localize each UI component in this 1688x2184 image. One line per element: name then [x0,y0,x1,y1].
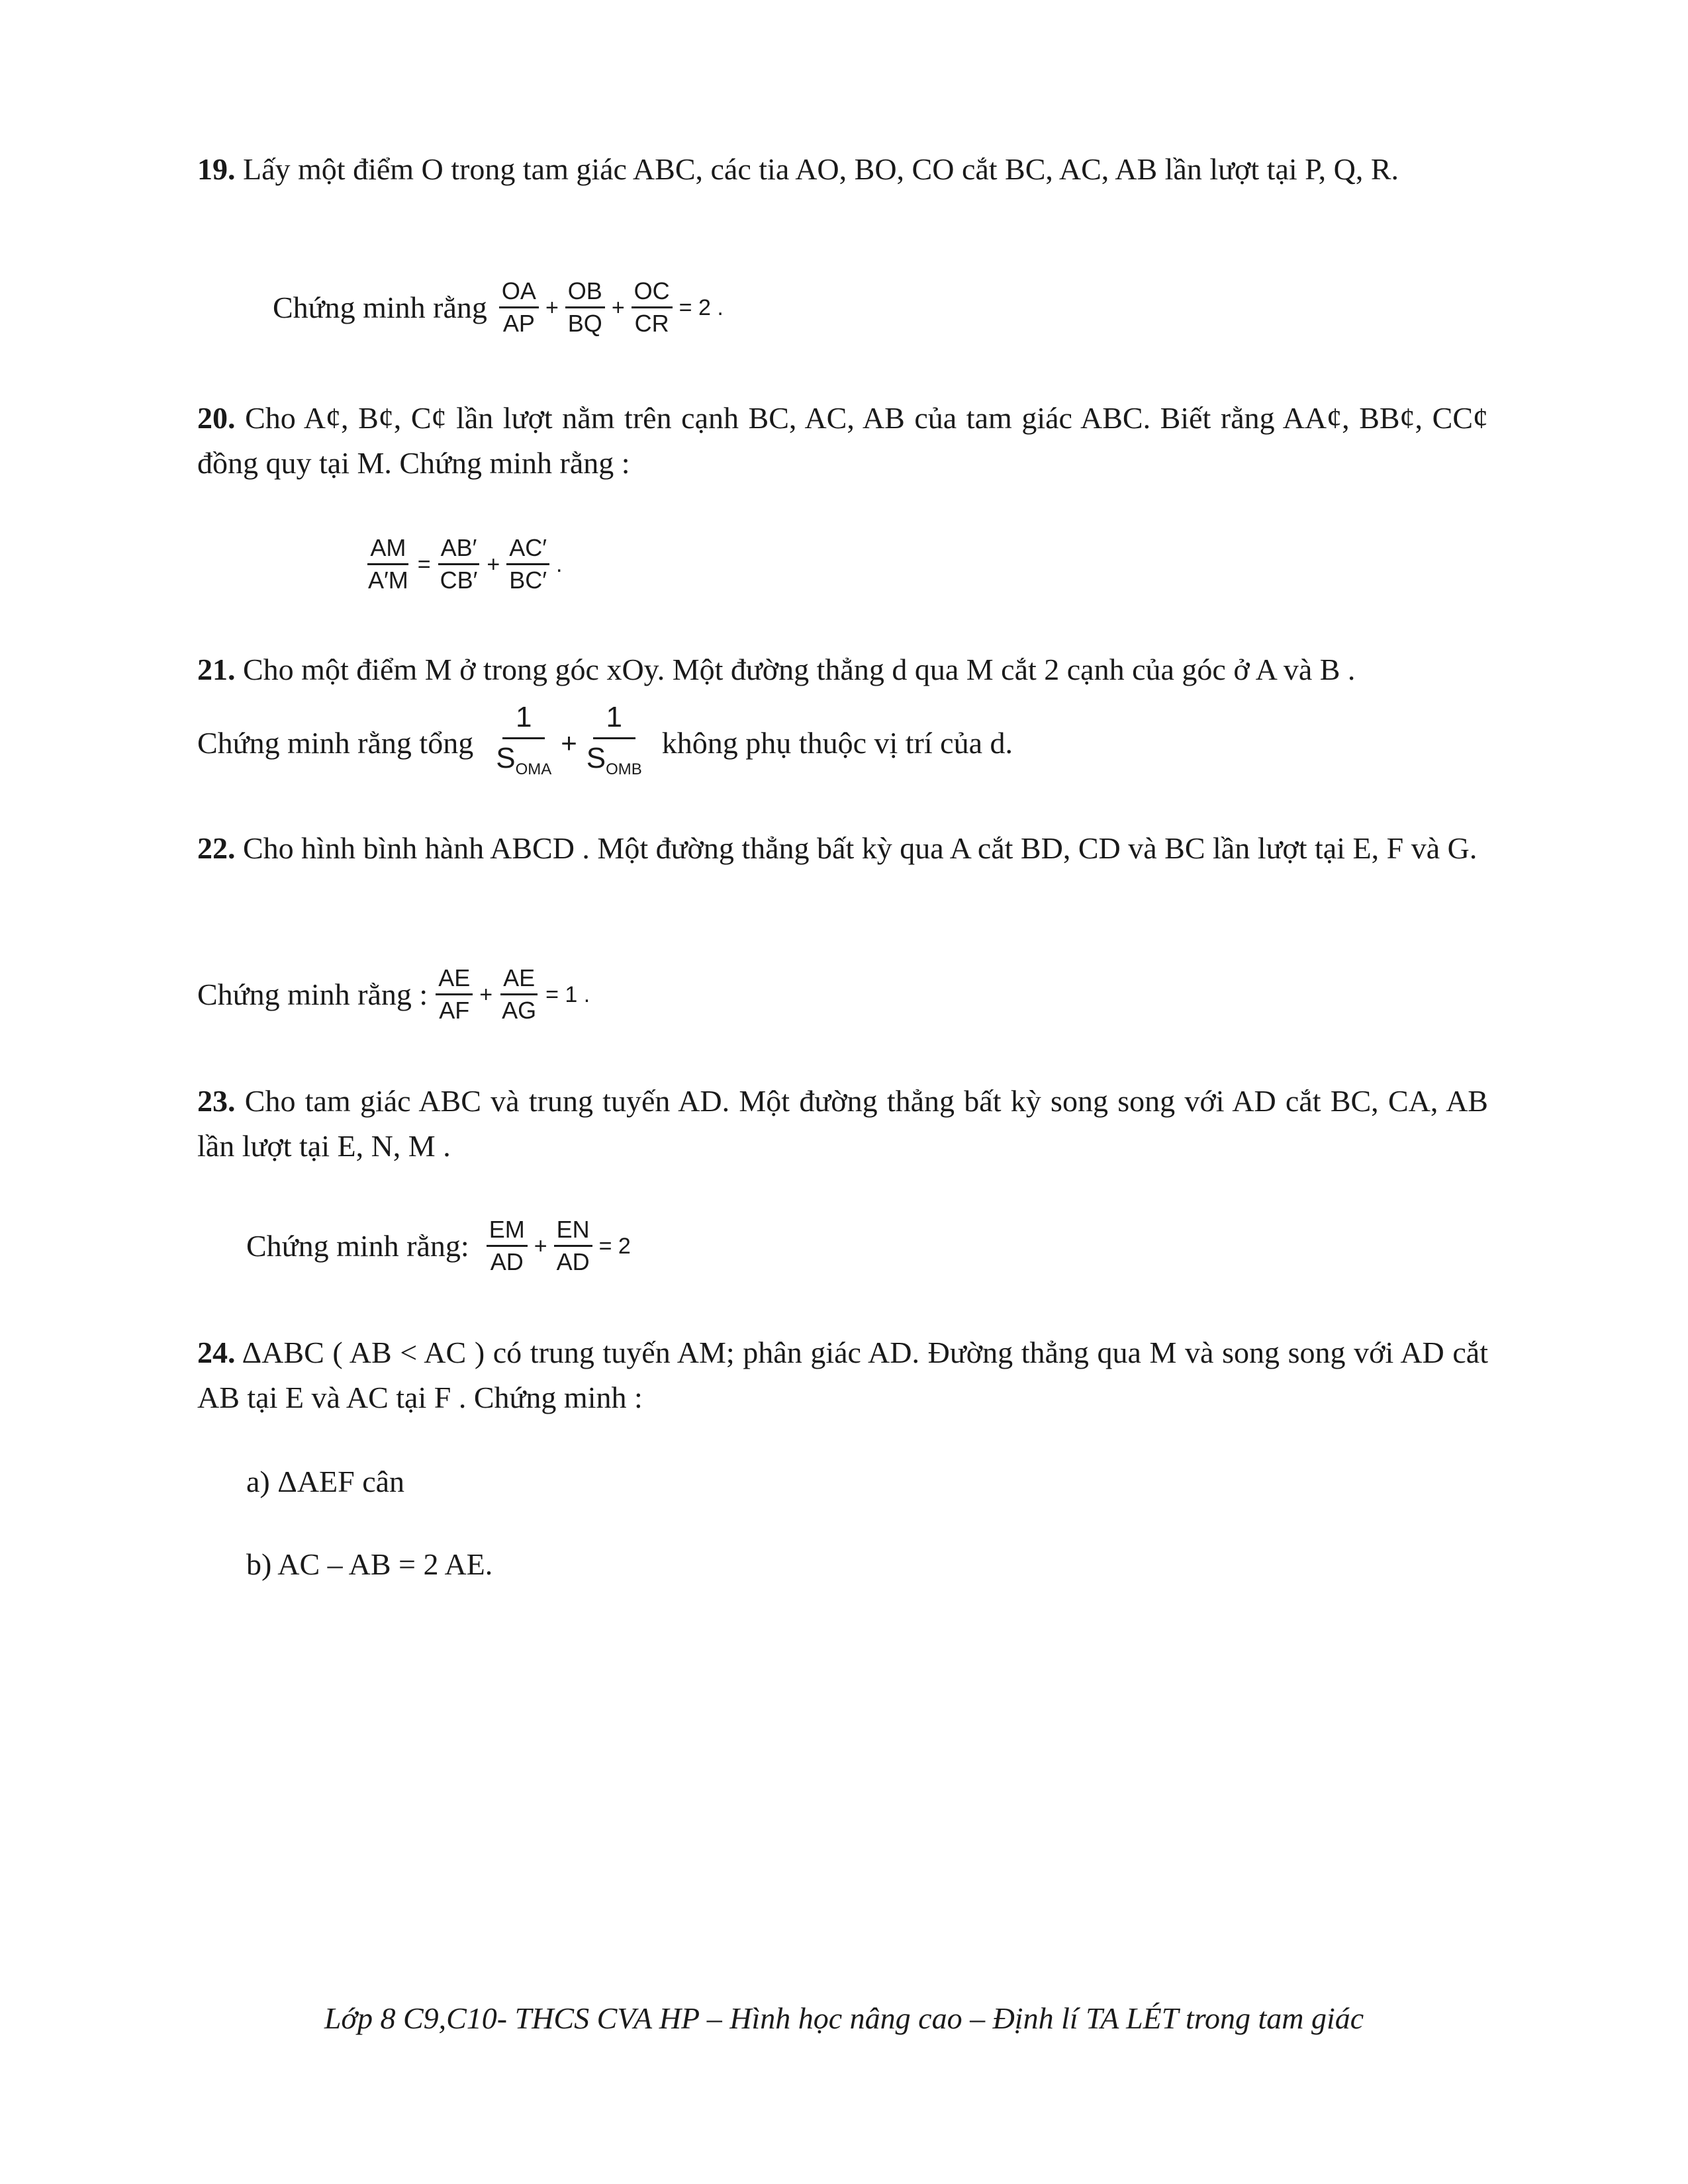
problem-19 [197,147,1488,192]
fraction [436,965,473,1024]
problem-24 [197,1330,1488,1420]
claim-prefix: Chứng minh rằng tổng [197,726,474,760]
equals-sign: = [417,551,431,577]
claim-prefix: Chứng minh rằng [273,290,487,324]
fraction [506,535,549,594]
denominator: AD [556,1248,590,1275]
plus-sign: + [611,295,625,320]
denominator-main: S [586,742,606,774]
numerator: EN [554,1216,592,1247]
plus-sign: + [534,1233,547,1259]
problem-number: 22. [197,831,236,865]
plus-sign: + [479,981,493,1007]
denominator-subscript: OMA [515,760,552,778]
result: = 2 [598,1233,631,1259]
plus-sign: + [545,295,559,320]
problem-22-formula [197,965,594,1024]
problem-text: Cho tam giác ABC và trung tuyến AD. Một đường thẳng bất kỳ song song với AD cắt BC, CA, AB lần lượt tại E, N, M . [197,1084,1488,1163]
numerator: EM [487,1216,528,1247]
page-footer: Lớp 8 C9,C10- THCS CVA HP – Hình học nâng cao – Định lí TA LÉT trong tam giác [324,2001,1364,2035]
problem-20 [197,396,1488,486]
claim-prefix: Chứng minh rằng : [197,977,428,1011]
numerator: AB′ [438,535,480,565]
fraction [499,278,539,337]
problem-text: Cho một điểm M ở trong góc xOy. Một đường thẳng d qua M cắt 2 cạnh của góc ở A và B . [235,653,1356,686]
denominator: AD [490,1248,524,1275]
problem-text: Lấy một điểm O trong tam giác ABC, các tia AO, BO, CO cắt BC, AC, AB lần lượt tại P, Q, R. [235,152,1399,186]
denominator: AF [439,997,470,1024]
period: . [556,551,563,577]
problem-number: 21. [197,653,236,686]
numerator: AE [436,965,473,995]
denominator: A′M [368,567,408,594]
denominator [493,739,554,787]
numerator: AC′ [506,535,549,565]
numerator: AM [367,535,408,565]
fraction [565,278,605,337]
problem-number: 19. [197,152,236,186]
result: = 1 . [545,981,590,1007]
fraction [499,965,539,1024]
problem-text: ΔABC ( AB < AC ) có trung tuyến AM; phân giác AD. Đường thẳng qua M và song song với AD cắt AB tại E và AC tại F . Chứng minh : [197,1336,1488,1414]
fraction [584,700,645,787]
fraction [438,535,481,594]
numerator: 1 [502,700,545,739]
result: = 2 . [679,295,724,320]
plus-sign: + [487,551,500,577]
denominator: CB′ [440,567,478,594]
denominator [584,739,645,787]
claim-suffix: không phụ thuộc vị trí của d. [661,726,1013,760]
problem-22 [197,826,1488,871]
denominator: AP [502,310,535,337]
problem-number: 20. [197,401,236,435]
denominator: BC′ [509,567,547,594]
denominator: AG [502,997,537,1024]
problem-20-formula [363,535,566,594]
problem-number: 24. [197,1336,236,1369]
numerator: OA [499,278,539,308]
problem-21 [197,647,1488,692]
fraction [487,1216,528,1275]
denominator-main: S [496,742,516,774]
numerator: OB [565,278,605,308]
problem-19-formula [273,278,727,337]
fraction [554,1216,592,1275]
problem-21-formula [197,700,1013,787]
problem-24-part-b: b) AC – AB = 2 AE. [246,1547,493,1581]
fraction [365,535,411,594]
denominator-subscript: OMB [606,760,642,778]
numerator: 1 [593,700,635,739]
problem-number: 23. [197,1084,236,1118]
fraction [632,278,673,337]
problem-23 [197,1079,1488,1169]
problem-23-formula [246,1216,635,1275]
denominator: CR [634,310,669,337]
numerator: OC [632,278,673,308]
fraction [493,700,554,787]
plus-sign: + [561,727,577,759]
denominator: BQ [567,310,602,337]
problem-text: Cho hình bình hành ABCD . Một đường thẳng bất kỳ qua A cắt BD, CD và BC lần lượt tại E, F và G. [235,831,1477,865]
problem-24-part-a: a) ΔAEF cân [246,1465,405,1498]
problem-text: Cho A¢, B¢, C¢ lần lượt nằm trên cạnh BC, AC, AB của tam giác ABC. Biết rằng AA¢, BB¢, CC¢ đồng quy tại M. Chứng minh rằng : [197,401,1488,480]
claim-prefix: Chứng minh rằng: [246,1228,469,1263]
numerator: AE [500,965,538,995]
